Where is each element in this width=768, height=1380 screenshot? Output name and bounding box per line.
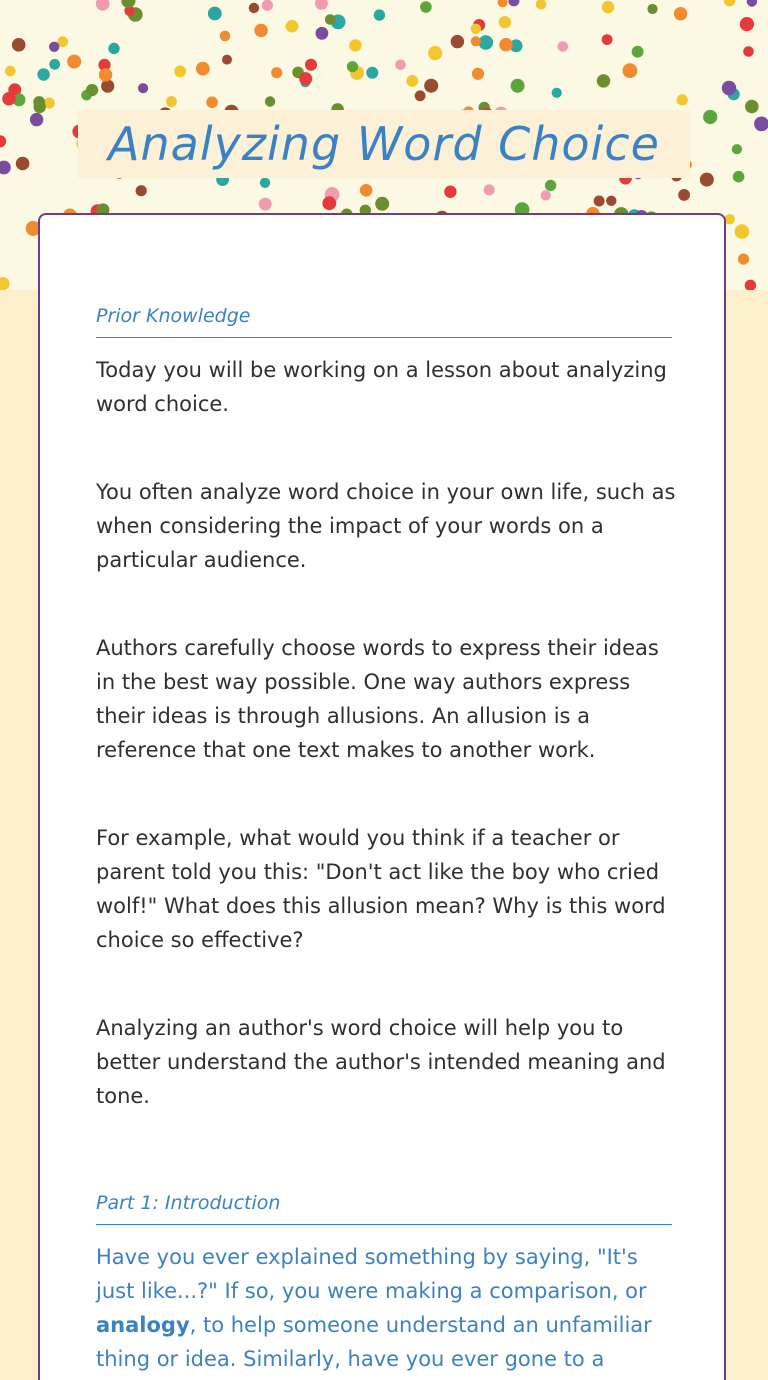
polka-dot — [471, 24, 481, 34]
polka-dot — [254, 24, 267, 37]
polka-dot — [138, 83, 148, 93]
polka-dot — [222, 55, 232, 65]
section-heading-part-1: Part 1: Introduction — [96, 1192, 672, 1225]
polka-dot — [166, 96, 177, 107]
polka-dot — [206, 97, 218, 109]
polka-dot — [99, 68, 112, 81]
paragraph-1: Today you will be working on a lesson about analyzing word choice. — [96, 358, 667, 416]
polka-dot — [108, 43, 119, 54]
polka-dot — [271, 67, 282, 78]
polka-dot — [49, 59, 60, 70]
polka-dot — [406, 75, 418, 87]
polka-dot — [101, 80, 114, 93]
polka-dot — [700, 173, 714, 187]
polka-dot — [745, 280, 756, 290]
polka-dot — [511, 79, 525, 93]
polka-dot — [49, 42, 59, 52]
polka-dot — [315, 0, 328, 10]
polka-dot — [196, 62, 210, 76]
polka-dot — [220, 31, 231, 42]
polka-dot — [541, 190, 551, 200]
analogy-term: analogy — [96, 1313, 190, 1337]
polka-dot — [262, 0, 273, 11]
polka-dot — [735, 224, 750, 239]
polka-dot — [594, 196, 605, 207]
polka-dot — [677, 94, 688, 105]
polka-dot — [602, 1, 614, 13]
polka-dot — [743, 46, 754, 57]
polka-dot — [428, 46, 442, 60]
paragraph-2: You often analyze word choice in your own life, such as when considering the impact of your words on a particular audience. — [96, 480, 676, 572]
polka-dot — [623, 63, 638, 78]
polka-dot — [444, 186, 456, 198]
polka-dot — [420, 1, 432, 13]
page-title: Analyzing Word Choice — [108, 117, 660, 171]
polka-dot — [366, 67, 378, 79]
polka-dot — [0, 135, 6, 147]
polka-dot — [322, 196, 336, 210]
polka-dot — [0, 161, 11, 175]
polka-dot — [325, 14, 336, 25]
polka-dot — [732, 144, 742, 154]
worksheet-card — [38, 213, 726, 1380]
polka-dot — [451, 35, 464, 48]
polka-dot — [33, 96, 45, 108]
part-1-paragraph — [96, 1240, 676, 1376]
polka-dot — [265, 96, 275, 106]
part-1-text-start: Have you ever explained something by saying, "It's just like...?" If so, you were making a comparison, or — [96, 1245, 647, 1303]
polka-dot — [174, 66, 186, 78]
polka-dot — [30, 113, 43, 126]
polka-dot — [395, 60, 406, 71]
polka-dot — [67, 55, 81, 69]
polka-dot — [305, 59, 317, 71]
polka-dot — [375, 197, 389, 211]
polka-dot — [0, 277, 10, 290]
polka-dot — [415, 90, 426, 101]
polka-dot — [424, 79, 438, 93]
polka-dot — [597, 74, 610, 87]
polka-dot — [722, 81, 736, 95]
polka-dot — [5, 66, 16, 77]
polka-dot — [740, 17, 754, 31]
polka-dot — [2, 92, 15, 105]
polka-dot — [360, 184, 373, 197]
polka-dot — [121, 0, 135, 8]
polka-dot — [299, 72, 312, 85]
polka-dot — [12, 38, 26, 52]
polka-dot — [536, 0, 547, 10]
polka-dot — [632, 46, 644, 58]
polka-dot — [724, 0, 736, 6]
polka-dot — [733, 171, 745, 183]
polka-dot — [136, 185, 147, 196]
polka-dot — [745, 100, 759, 114]
polka-dot — [725, 214, 735, 224]
polka-dot — [37, 68, 49, 80]
polka-dot — [508, 0, 519, 6]
polka-dot — [703, 110, 717, 124]
polka-dot — [286, 20, 299, 33]
section-heading-prior-knowledge: Prior Knowledge — [96, 305, 672, 338]
polka-dot — [647, 4, 657, 14]
paragraph-3: Authors carefully choose words to express their ideas in the best way possible. One way authors express their ideas is through allusions. An allusion is a reference that one text makes to another work. — [96, 636, 659, 762]
paragraph-5: Analyzing an author's word choice will help you to better understand the author's intended meaning and tone. — [96, 1016, 666, 1108]
polka-dot — [498, 0, 508, 7]
polka-dot — [347, 61, 358, 72]
polka-dot — [260, 178, 270, 188]
polka-dot — [606, 196, 616, 206]
polka-dot — [86, 84, 98, 96]
polka-dot — [674, 7, 687, 20]
polka-dot — [545, 180, 556, 191]
polka-dot — [558, 41, 569, 52]
polka-dot — [349, 39, 361, 51]
polka-dot — [738, 254, 749, 265]
polka-dot — [259, 198, 272, 211]
polka-dot — [96, 0, 110, 11]
part-1-text-end: , to help someone understand an unfamiliar thing or idea. Similarly, have you ever gone to a — [96, 1313, 652, 1371]
polka-dot — [484, 184, 495, 195]
polka-dot — [499, 38, 512, 51]
polka-dot — [316, 27, 329, 40]
title-box — [78, 110, 690, 178]
polka-dot — [754, 117, 768, 132]
polka-dot — [552, 88, 562, 98]
polka-dot — [471, 36, 481, 46]
polka-dot — [374, 9, 385, 20]
polka-dot — [499, 16, 511, 28]
polka-dot — [208, 7, 222, 21]
polka-dot — [249, 3, 259, 13]
polka-dot — [747, 0, 757, 7]
polka-dot — [678, 189, 690, 201]
polka-dot — [602, 34, 613, 45]
polka-dot — [16, 157, 30, 171]
polka-dot — [472, 68, 484, 80]
paragraph-4: For example, what would you think if a teacher or parent told you this: "Don't act like the boy who cried wolf!" What does this allusion mean? Why is this word choice so effective? — [96, 826, 666, 952]
